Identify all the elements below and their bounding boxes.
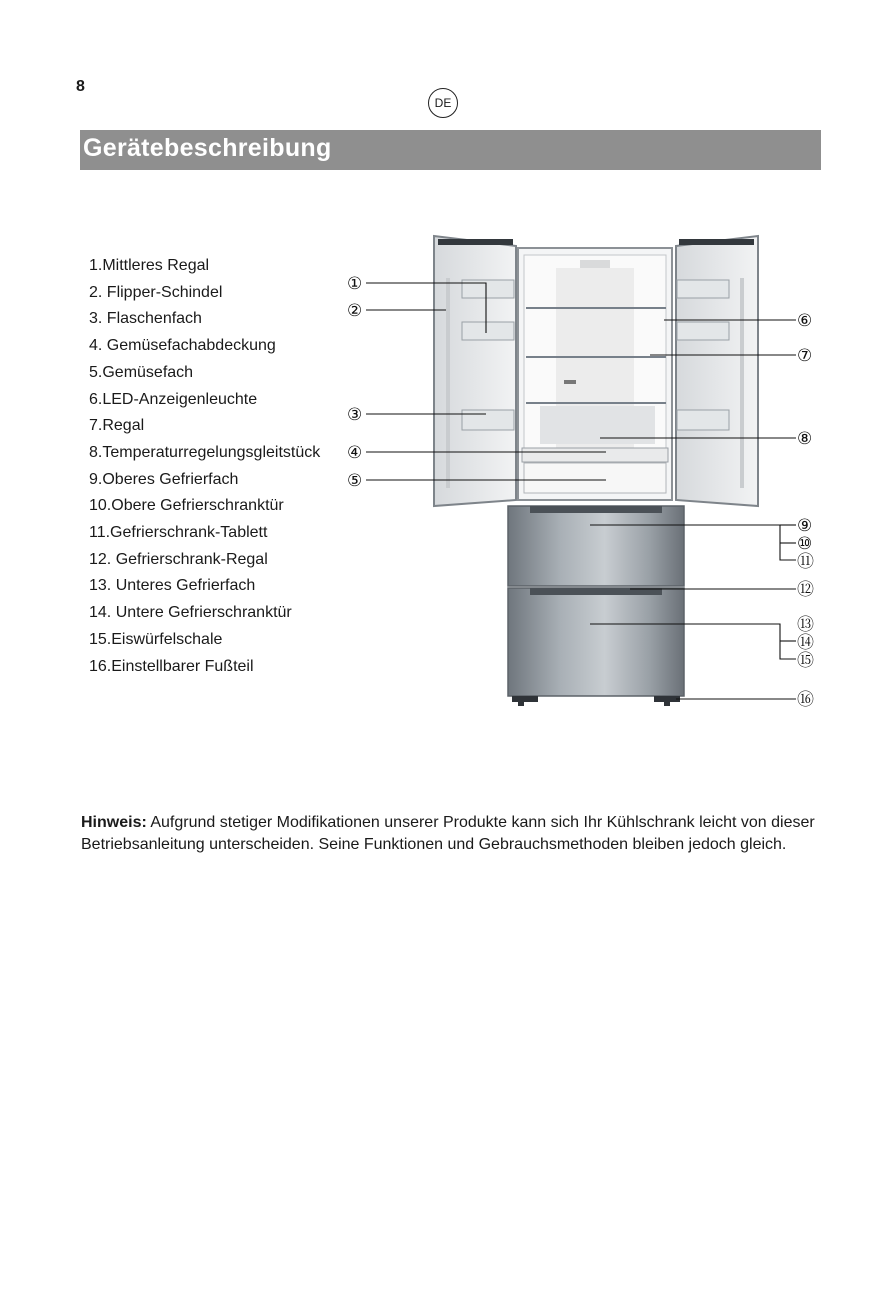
- part-item: 13. Unteres Gefrierfach: [89, 577, 256, 595]
- part-item: 16.Einstellbarer Fußteil: [89, 657, 254, 675]
- callout-4: ④: [347, 443, 363, 463]
- lower-freezer-drawer: [508, 588, 684, 696]
- callout-11: ⑪: [797, 552, 814, 572]
- callout-10: ⑩: [797, 534, 813, 554]
- callout-16: ⑯: [797, 690, 814, 710]
- part-item: 10.Obere Gefrierschranktür: [89, 497, 284, 515]
- note-paragraph: [81, 812, 826, 856]
- left-door: [434, 236, 516, 506]
- callout-5: ⑤: [347, 471, 363, 491]
- callout-13: ⑬: [797, 615, 814, 635]
- note-text: Aufgrund stetiger Modifikationen unserer Produkte kann sich Ihr Kühlschrank leicht von dieser Betriebsanleitung unterscheiden. Seine Funktionen und Gebrauchsmethoden bleiben jedoch gleich.: [81, 814, 815, 853]
- part-item: 9.Oberes Gefrierfach: [89, 470, 239, 488]
- part-item: 5.Gemüsefach: [89, 363, 194, 381]
- part-item: 6.LED-Anzeigenleuchte: [89, 390, 258, 408]
- callout-3: ③: [347, 405, 363, 425]
- callout-15: ⑮: [797, 651, 814, 671]
- callout-1: ①: [347, 274, 363, 294]
- part-item: 1.Mittleres Regal: [89, 257, 210, 274]
- callout-7: ⑦: [797, 346, 813, 366]
- part-item: 2. Flipper-Schindel: [89, 283, 223, 301]
- upper-freezer-drawer: [508, 506, 684, 586]
- part-item: 14. Untere Gefrierschranktür: [89, 604, 292, 622]
- callout-12: ⑫: [797, 580, 814, 600]
- fridge-cabinet: [518, 248, 672, 500]
- callout-6: ⑥: [797, 311, 813, 331]
- callout-8: ⑧: [797, 429, 813, 449]
- part-item: 11.Gefrierschrank-Tablett: [89, 524, 268, 542]
- language-badge: DE: [428, 88, 458, 118]
- part-item: 15.Eiswürfelschale: [89, 630, 223, 648]
- callout-14: ⑭: [797, 633, 814, 653]
- part-item: 4. Gemüsefachabdeckung: [89, 337, 276, 355]
- part-item: 8.Temperaturregelungsgleitstück: [89, 443, 321, 461]
- right-door: [676, 236, 758, 506]
- callout-2: ②: [347, 301, 363, 321]
- page-number: 8: [76, 78, 85, 95]
- callout-9: ⑨: [797, 516, 813, 536]
- section-title: Gerätebeschreibung: [83, 134, 332, 162]
- adjustable-feet: [512, 696, 680, 706]
- note-label: Hinweis:: [81, 814, 147, 831]
- part-item: 3. Flaschenfach: [89, 310, 202, 328]
- part-item: 12. Gefrierschrank-Regal: [89, 550, 268, 568]
- part-item: 7.Regal: [89, 417, 145, 435]
